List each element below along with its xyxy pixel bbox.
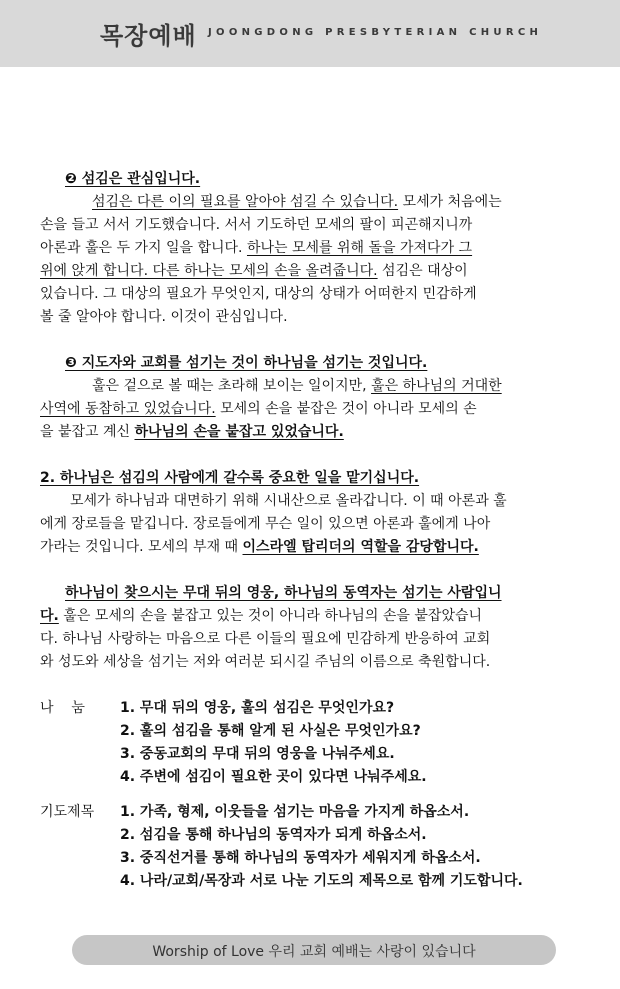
sharing-question: 4. 주변에 섬김이 필요한 곳이 있다면 나눠주세요.	[120, 769, 427, 785]
underlined-text: 하나님의 손을 붙잡고 있었습니다.	[134, 424, 344, 440]
paragraph-line	[40, 398, 590, 421]
footer-banner	[72, 935, 556, 965]
paragraph-line	[40, 375, 590, 398]
text: 가라는 것입니다. 모세의 부재 때	[40, 539, 243, 555]
underlined-text: 위에 앉게 합니다. 다른 하나는 모세의 손을 올려줍니다.	[40, 263, 378, 279]
paragraph-line-emphasis: 하나님이 찾으시는 무대 뒤의 영웅, 하나님의 동역자는 섬기는 사람입니	[65, 585, 502, 601]
spacer	[40, 559, 590, 582]
text: 훌은 겉으로 볼 때는 초라해 보이는 일이지만,	[92, 378, 372, 394]
paragraph-line: 에게 장로들을 맡깁니다. 장로들에게 무슨 일이 있으면 아론과 훌에게 나아	[40, 516, 491, 532]
sharing-row	[40, 697, 590, 720]
underlined-text: 사역에 동참하고 있었습니다.	[40, 401, 216, 417]
paragraph-line	[40, 191, 590, 214]
prayer-item: 4. 나라/교회/목장과 서로 나눈 기도의 제목으로 함께 기도합니다.	[120, 873, 523, 889]
prayer-item: 2. 섬김을 통해 하나님의 동역자가 되게 하옵소서.	[120, 827, 427, 843]
paragraph-line	[40, 536, 590, 559]
text: 섬김은 대상이	[377, 263, 468, 279]
spacer	[40, 674, 590, 697]
underlined-text: 하나는 모세를 위해 돌을 가져다가 그	[246, 240, 473, 256]
section-heading-2: ❷ 섬김은 관심입니다.	[65, 171, 201, 187]
footer-slogan: Worship of Love 우리 교회 예배는 사랑이 있습니다	[152, 944, 476, 960]
underlined-text: 훌은 하나님의 거대한	[371, 378, 502, 394]
spacer	[40, 789, 590, 801]
sharing-row	[40, 766, 590, 789]
prayer-row	[40, 801, 590, 824]
paragraph-line: 있습니다. 그 대상의 필요가 무엇인지, 대상의 상태가 어떠한지 민감하게	[40, 286, 477, 302]
text: 훌은 모세의 손을 붙잡고 있는 것이 아니라 하나님의 손을 붙잡았습니	[58, 608, 483, 624]
text: 모세의 손을 붙잡은 것이 아니라 모세의 손	[215, 401, 477, 417]
header-bar	[0, 0, 620, 67]
prayer-row	[40, 847, 590, 870]
section-heading-3: ❸ 지도자와 교회를 섬기는 것이 하나님을 섬기는 것입니다.	[65, 355, 428, 371]
underlined-text: 섬김은 다른 이의 필요를 알아야 섬길 수 있습니다.	[92, 194, 399, 210]
prayer-item: 1. 가족, 형제, 이웃들을 섬기는 마음을 가지게 하옵소서.	[120, 804, 470, 820]
section-heading-main-2: 2. 하나님은 섬김의 사람에게 갈수록 중요한 일을 맡기십니다.	[40, 470, 420, 486]
underlined-text: 이스라엘 탑리더의 역할을 감당합니다.	[242, 539, 479, 555]
prayer-label: 기도제목	[40, 804, 95, 820]
sharing-question: 2. 훌의 섬김을 통해 알게 된 사실은 무엇인가요?	[120, 723, 421, 739]
prayer-item: 3. 중직선거를 통해 하나님의 동역자가 세워지게 하옵소서.	[120, 850, 481, 866]
paragraph-line: 와 성도와 세상을 섬기는 저와 여러분 되시길 주님의 이름으로 축원합니다.	[40, 654, 491, 670]
sharing-row	[40, 743, 590, 766]
paragraph-line: 볼 줄 알아야 합니다. 이것이 관심입니다.	[40, 309, 288, 325]
spacer	[40, 444, 590, 467]
header-subtitle: JOONGDONG PRESBYTERIAN CHURCH	[208, 27, 543, 38]
sharing-question: 3. 중동교회의 무대 뒤의 영웅을 나눠주세요.	[120, 746, 395, 762]
text: 모세가 처음에는	[398, 194, 502, 210]
paragraph-line	[40, 605, 590, 628]
sharing-question: 1. 무대 뒤의 영웅, 훌의 섬김은 무엇인가요?	[120, 700, 395, 716]
prayer-row	[40, 870, 590, 893]
header-title: 목장예배	[100, 22, 197, 50]
sharing-row	[40, 720, 590, 743]
text: 아론과 훌은 두 가지 일을 합니다.	[40, 240, 247, 256]
underlined-text: 다.	[40, 608, 59, 624]
paragraph-line: 모세가 하나님과 대면하기 위해 시내산으로 올라갑니다. 이 때 아론과 훌	[70, 493, 507, 509]
document-body	[40, 168, 590, 893]
sharing-label: 나 눔	[40, 700, 85, 716]
paragraph-line	[40, 260, 590, 283]
prayer-row	[40, 824, 590, 847]
text: 을 붙잡고 계신	[40, 424, 135, 440]
paragraph-line: 손을 들고 서서 기도했습니다. 서서 기도하던 모세의 팔이 피곤해지니까	[40, 217, 473, 233]
paragraph-line	[40, 237, 590, 260]
spacer	[40, 329, 590, 352]
paragraph-line: 다. 하나님 사랑하는 마음으로 다른 이들의 필요에 민감하게 반응하여 교회	[40, 631, 491, 647]
paragraph-line	[40, 421, 590, 444]
